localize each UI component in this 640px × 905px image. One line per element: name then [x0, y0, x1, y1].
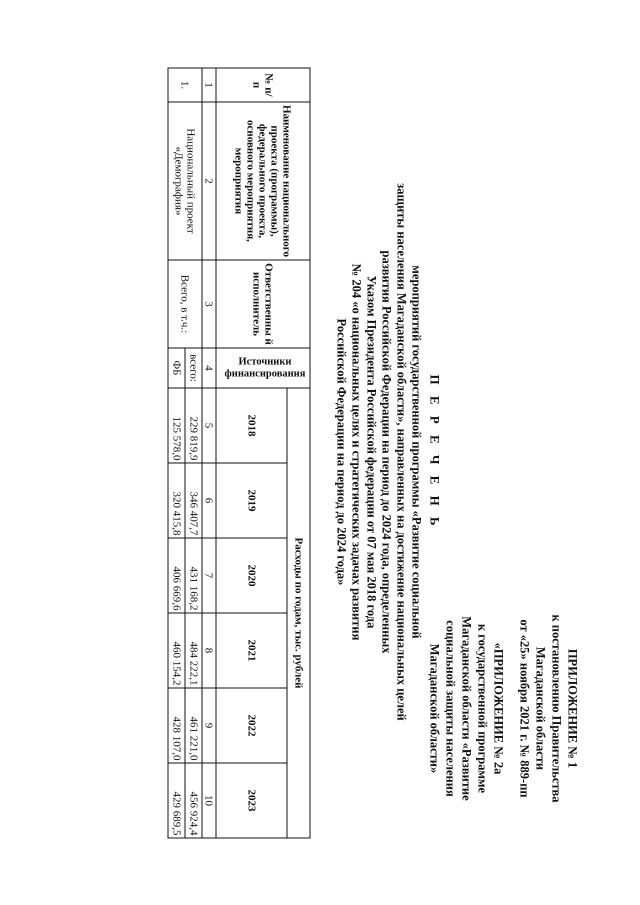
header-responsible: Ответственны й исполнитель	[216, 260, 310, 348]
title-line: защиты населения Магаданской области», направленных на достижение национальных целей	[394, 183, 408, 721]
row-value: 428 107,0	[168, 688, 185, 763]
appendix2-line3: социальной защиты населения	[443, 620, 457, 797]
row-value: 484 222,1	[185, 613, 202, 688]
header-year: 2023	[216, 763, 287, 838]
header-year: 2022	[216, 688, 287, 763]
title-line: Указом Президента Российской федерации от 07 мая 2018 года	[364, 275, 378, 629]
appendix1-title: ПРИЛОЖЕНИЕ № 1	[565, 648, 579, 769]
row-responsible: Всего, в т.ч.:	[168, 260, 202, 348]
appendix2-title: «ПРИЛОЖЕНИЕ № 2а	[491, 642, 505, 775]
row-value: 320 415,8	[168, 463, 185, 538]
col-number: 3	[202, 260, 216, 348]
title-line: развития Российской Федерации на период до 2024 года, определенных	[379, 250, 393, 654]
appendix2-line4: Магаданской области»	[427, 643, 441, 774]
header-source	[216, 348, 310, 388]
header-name: Наименование национального проекта (программы), федерального проекта, основного мероприятия, мероприятия	[216, 102, 310, 260]
col-number: 8	[202, 613, 216, 688]
expenses-table	[167, 68, 310, 839]
table-row	[185, 68, 202, 838]
row-value: 461 221,0	[185, 688, 202, 763]
row-source: всего:	[185, 348, 202, 388]
appendix2-line2: Магаданской области «Развитие	[459, 616, 473, 801]
appendix-header	[426, 579, 580, 839]
appendix2-line1: к государственной программе	[475, 623, 489, 794]
row-value: 346 407,7	[185, 463, 202, 538]
title-line: № 204 «о национальных целях и стратегических задачах развития	[349, 263, 363, 641]
col-number: 1	[202, 68, 216, 102]
row-value: 456 924,4	[185, 763, 202, 838]
title-line: Российской Федерации на период до 2024 года»	[334, 318, 348, 586]
row-num: 1.	[168, 68, 202, 102]
col-number: 7	[202, 538, 216, 613]
document-title: П Е Р Е Ч Е Н Ь	[427, 374, 442, 530]
row-value: 429 689,5	[168, 763, 185, 838]
rotated-document-page	[20, 30, 620, 875]
row-value: 460 154,2	[168, 613, 185, 688]
row-value: 229 819,9	[185, 388, 202, 463]
header-source-text: Источники финансирования	[223, 356, 305, 379]
row-value: 125 578,0	[168, 388, 185, 463]
appendix1-line2: Магаданской области	[533, 646, 547, 771]
title-line: мероприятий государственной программы «Развитие социальной	[409, 265, 423, 639]
col-number: 6	[202, 463, 216, 538]
col-number: 9	[202, 688, 216, 763]
row-name: Национальный проект «Демография»	[168, 102, 202, 260]
col-number: 4	[202, 348, 216, 388]
col-number: 5	[202, 388, 216, 463]
header-year: 2019	[216, 463, 287, 538]
row-value: 431 168,2	[185, 538, 202, 613]
header-year: 2018	[216, 388, 287, 463]
column-number-row	[202, 68, 216, 838]
header-year: 2021	[216, 613, 287, 688]
header-expenses: Расходы по годам, тыс. рублей	[287, 388, 310, 838]
appendix1-line3: от «25» ноября 2021 г. № 889-пп	[517, 619, 531, 798]
document-title-block	[333, 70, 442, 835]
col-number: 2	[202, 102, 216, 260]
header-num: № п/п	[216, 68, 310, 102]
appendix1-line1: к постановлению Правительства	[549, 614, 563, 803]
row-source: ФБ	[168, 348, 185, 388]
row-value: 406 669,6	[168, 538, 185, 613]
header-year: 2020	[216, 538, 287, 613]
col-number: 10	[202, 763, 216, 838]
